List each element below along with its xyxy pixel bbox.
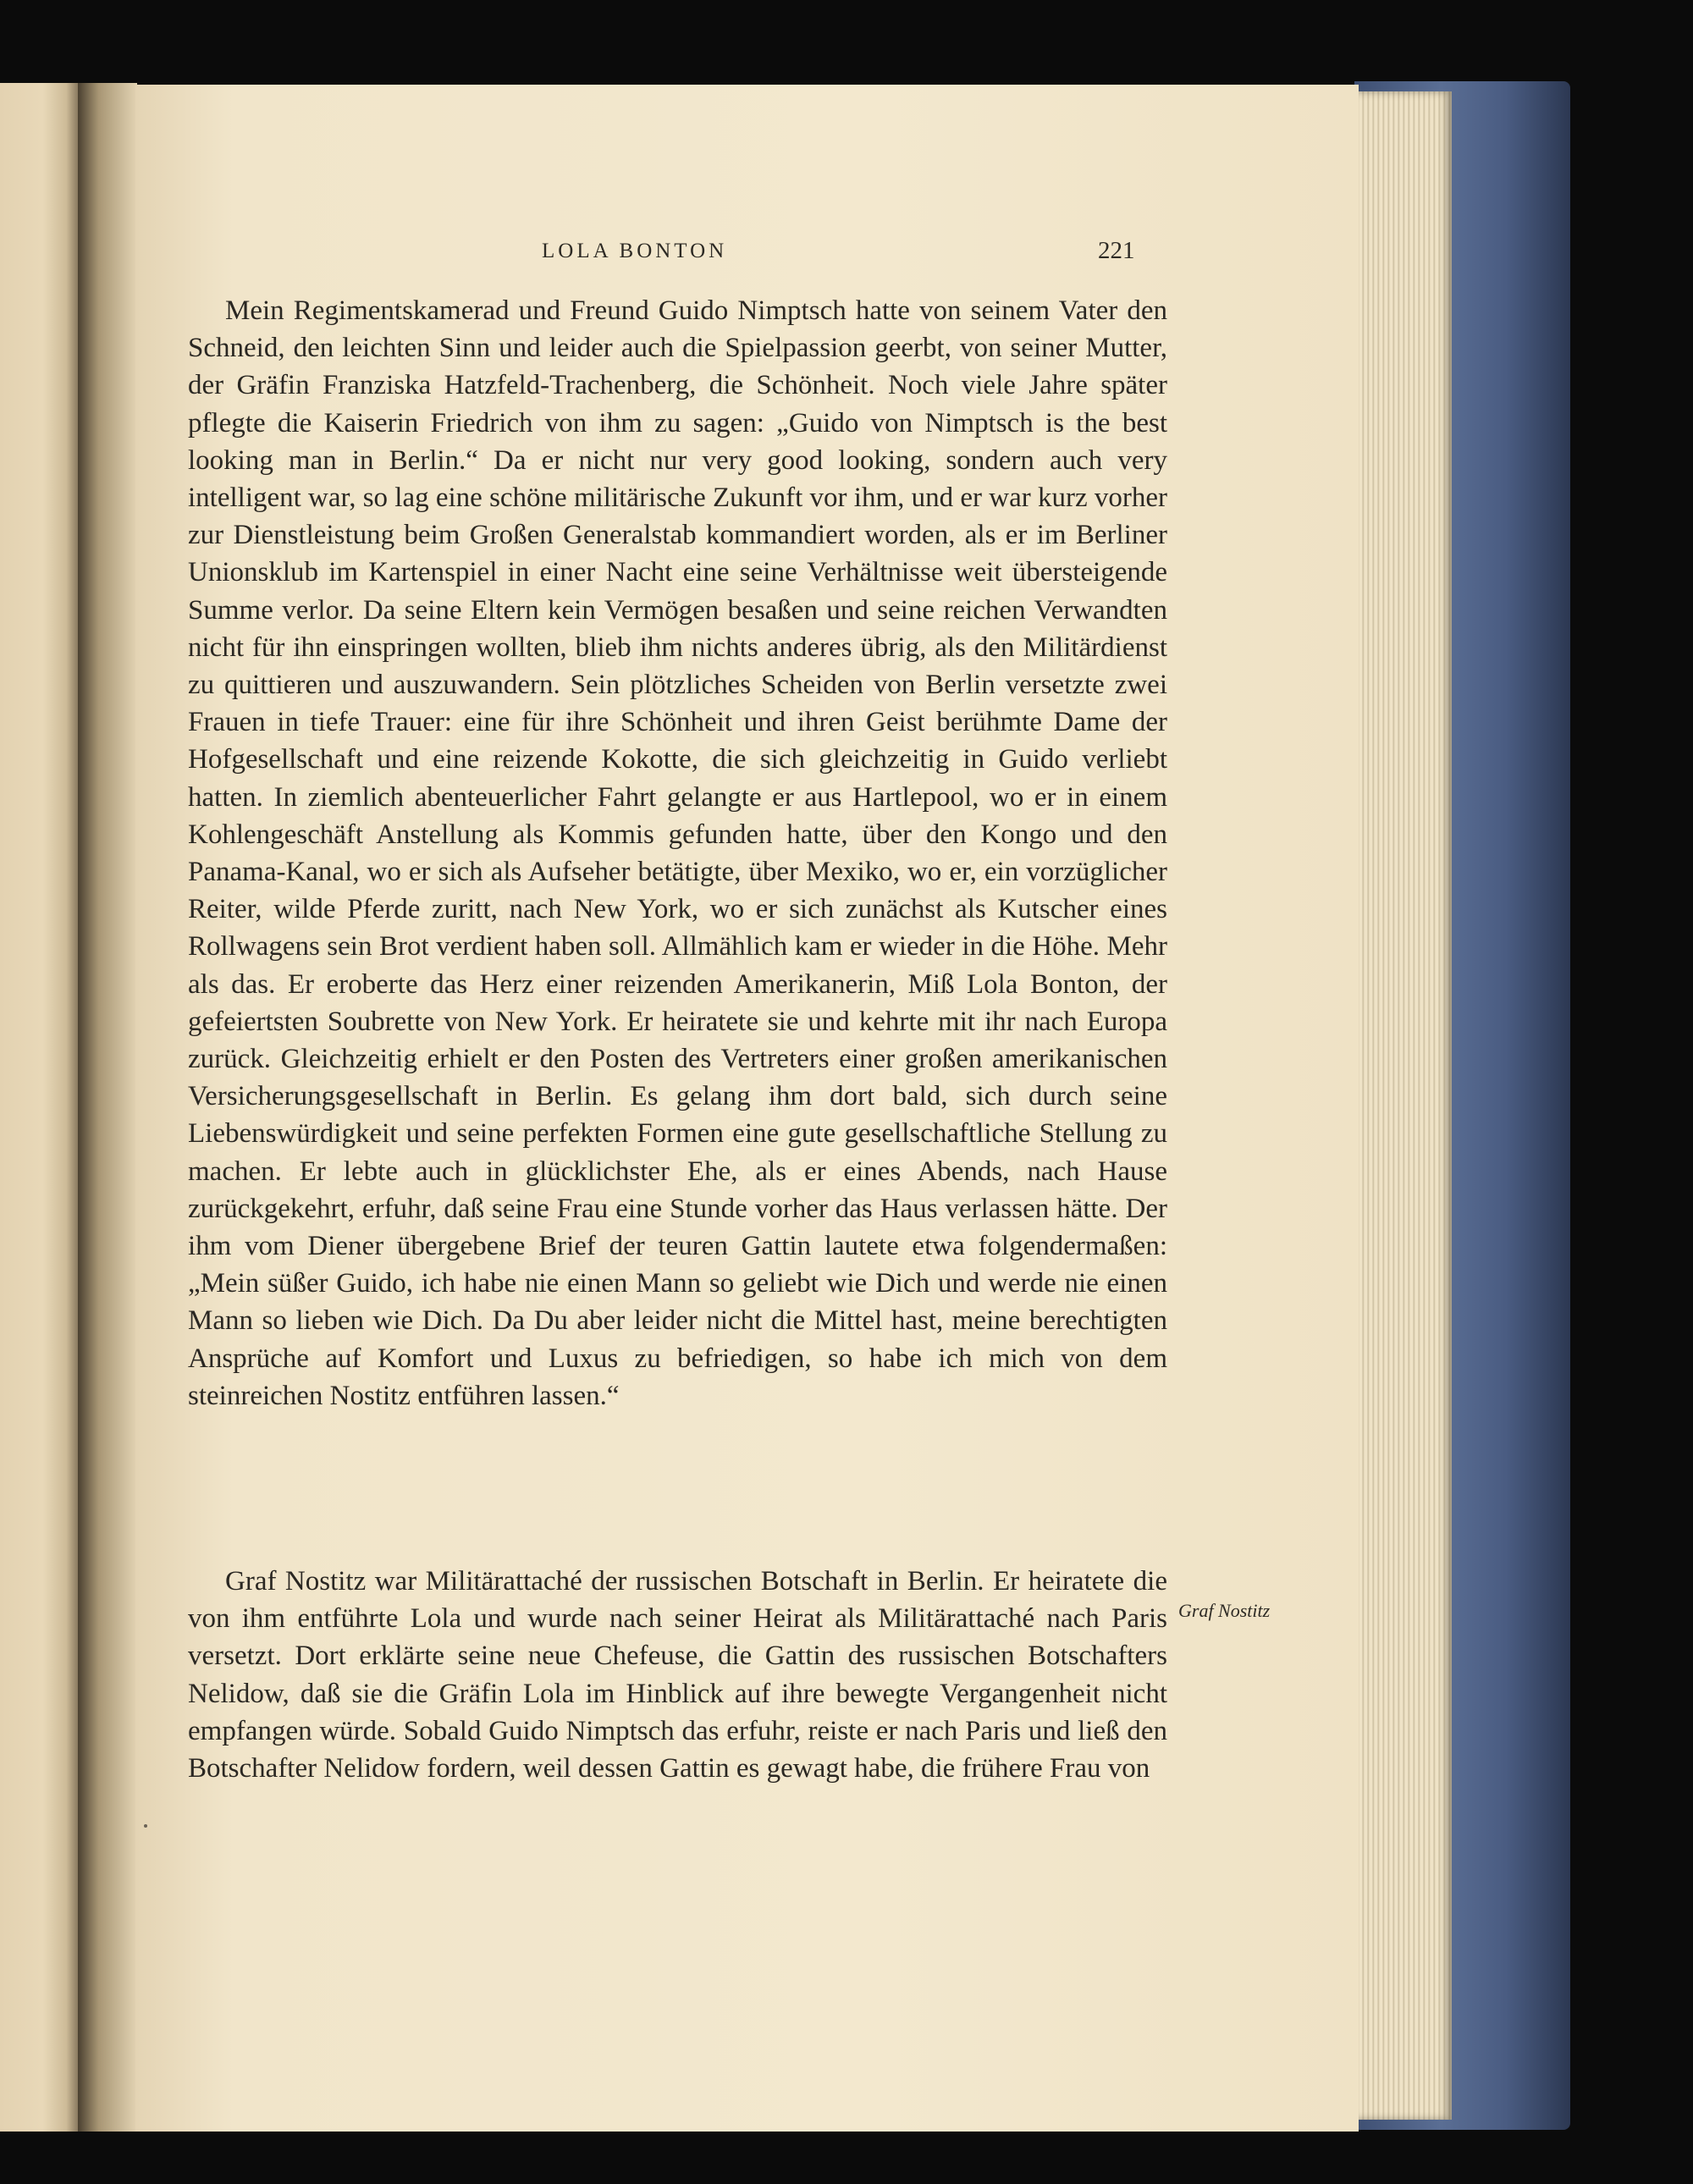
page-speck	[144, 1824, 147, 1828]
body-text-block-2	[188, 1563, 1167, 1787]
book-gutter	[78, 83, 137, 2132]
paragraph-2: Graf Nostitz war Militärattaché der russischen Botschaft in Berlin. Er heiratete die von ihm entführte Lola und wurde nach seiner Heirat als Militärattaché nach Paris versetzt. Dort erklärte seine neue Chefeuse, die Gattin des russischen Botschafters Nelidow, daß sie die Gräfin Lola im Hinblick auf ihre bewegte Vergangenheit nicht empfangen würde. Sobald Guido Nimptsch das erfuhr, reiste er nach Paris und ließ den Botschafter Nelidow fordern, weil dessen Gattin es gewagt habe, die frühere Frau von	[188, 1566, 1167, 1784]
paragraph-1: Mein Regimentskamerad und Freund Guido Nimptsch hatte von seinem Vater den Schneid, den leichten Sinn und leider auch die Spielpassion geerbt, von seiner Mutter, der Gräfin Franziska Hatzfeld-Trachenberg, die Schönheit. Noch viele Jahre später pflegte die Kaiserin Friedrich von ihm zu sagen: „Guido von Nimptsch is the best looking man in Berlin.“ Da er nicht nur very good looking, sondern auch very intelligent war, so lag eine schöne militärische Zukunft vor ihm, und er war kurz vorher zur Dienstleistung beim Großen Generalstab kommandiert worden, als er im Berliner Unionsklub im Kartenspiel in einer Nacht eine seine Verhältnisse weit übersteigende Summe verlor. Da seine Eltern kein Vermögen besaßen und seine reichen Verwandten nicht für ihn einspringen wollten, blieb ihm nichts anderes übrig, als den Militärdienst zu quittieren und auszuwandern. Sein plötzliches Scheiden von Berlin versetzte zwei Frauen in tiefe Trauer: eine für ihre Schönheit und ihren Geist berühmte Dame der Hofgesellschaft und eine reizende Kokotte, die sich gleichzeitig in Guido verliebt hatten. In ziemlich abenteuerlicher Fahrt gelangte er aus Hartlepool, wo er in einem Kohlengeschäft Anstellung als Kommis gefunden hatte, über den Kongo und den Panama-Kanal, wo er sich als Aufseher betätigte, über Mexiko, wo er, ein vorzüglicher Reiter, wilde Pferde zuritt, nach New York, wo er sich zunächst als Kutscher eines Rollwagens sein Brot verdient haben soll. Allmählich kam er wieder in die Höhe. Mehr als das. Er eroberte das Herz einer reizenden Amerikanerin, Miß Lola Bonton, der gefeiertsten Soubrette von New York. Er heiratete sie und kehrte mit ihr nach Europa zurück. Gleichzeitig erhielt er den Posten des Vertreters einer großen amerikanischen Versicherungsgesellschaft in Berlin. Es gelang ihm dort bald, sich durch seine Liebenswürdigkeit und seine perfekten Formen eine gute gesellschaftliche Stellung zu machen. Er lebte auch in glücklichster Ehe, als er eines Abends, nach Hause zurückgekehrt, erfuhr, daß seine Frau eine Stunde vorher das Haus verlassen hätte. Der ihm vom Diener übergebene Brief der teuren Gattin lautete etwa folgendermaßen: „Mein süßer Guido, ich habe nie einen Mann so geliebt wie Dich und werde nie einen Mann so lieben wie Dich. Da Du aber leider nicht die Mittel hast, meine berechtigten Ansprüche auf Komfort und Luxus zu befriedigen, so habe ich mich von dem steinreichen Nostitz entführen lassen.“	[188, 295, 1167, 1411]
page-number: 221	[1098, 237, 1135, 264]
show-through-text	[1168, 474, 1173, 496]
left-facing-page	[0, 83, 78, 2132]
body-text-block-1	[188, 292, 1167, 1415]
margin-note: Graf Nostitz	[1178, 1600, 1271, 1621]
running-head: LOLA BONTON	[542, 240, 728, 262]
page-block-edge	[1354, 91, 1452, 2120]
